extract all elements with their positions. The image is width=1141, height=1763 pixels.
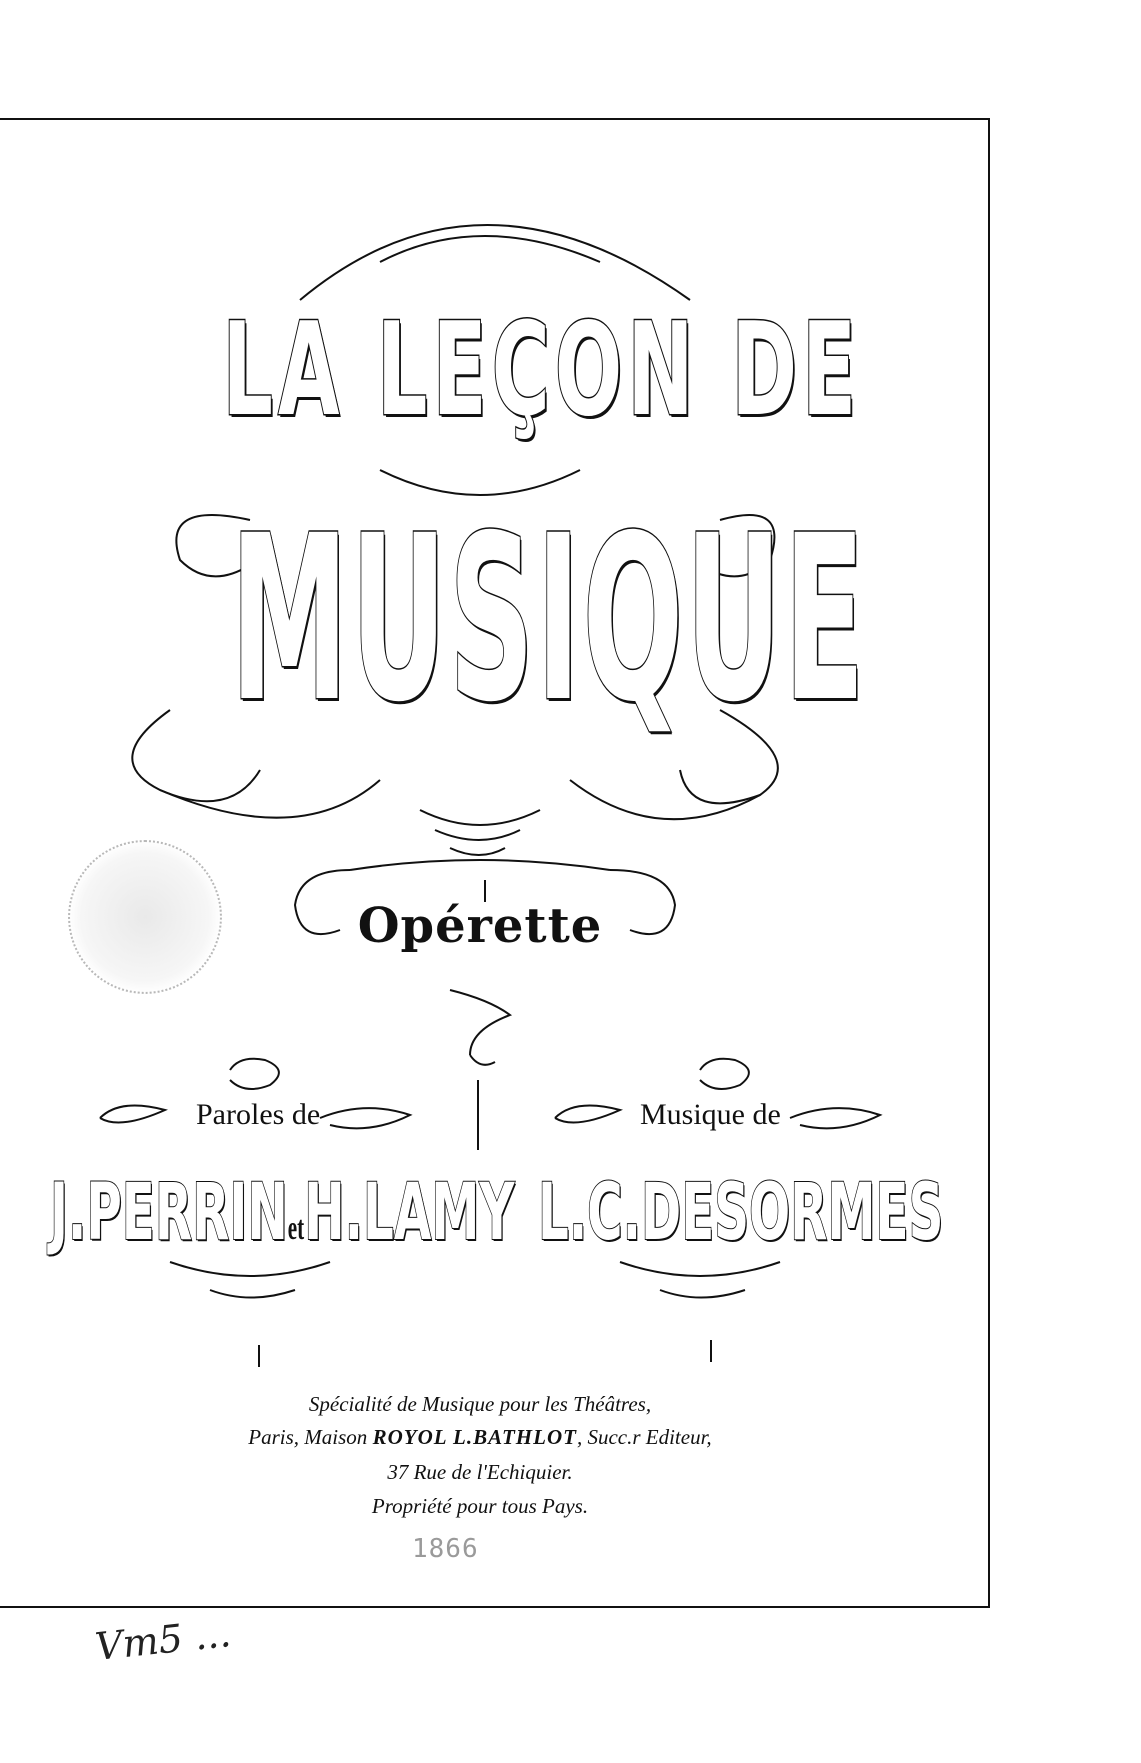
- conjunction: et: [287, 1210, 305, 1247]
- publisher-address: 37 Rue de l'Echiquier.: [387, 1460, 573, 1484]
- lyricists-names: [50, 1168, 514, 1258]
- publisher-house: ROYOL L.BATHLOT: [372, 1425, 577, 1449]
- publisher-line-1: Spécialité de Musique pour les Théâtres,: [308, 1392, 652, 1416]
- divider-tick: [477, 1080, 479, 1150]
- title-line-1: LA LEÇON DE: [222, 296, 862, 445]
- music-label: Musique de: [640, 1098, 781, 1131]
- divider-tick: [710, 1340, 712, 1362]
- lyrics-label: Paroles de: [196, 1098, 321, 1131]
- composer-name: L.C.DESORMES: [538, 1168, 944, 1258]
- publisher-role: , Succ.r Editeur,: [576, 1425, 712, 1449]
- divider-tick: [258, 1345, 260, 1367]
- lyricist-1: J.PERRIN: [50, 1168, 288, 1258]
- handwritten-shelfmark: Vm5 ...: [93, 1611, 233, 1669]
- rights-notice: Propriété pour tous Pays.: [371, 1494, 589, 1518]
- publisher-city: Paris, Maison: [248, 1425, 373, 1449]
- catalog-number: 1866: [412, 1534, 479, 1564]
- genre-label: Opérette: [357, 898, 603, 954]
- publisher-line-2: [0, 1421, 960, 1454]
- lyricist-2: H.LAMY: [304, 1168, 515, 1258]
- title-line-2: MUSIQUE: [230, 486, 867, 752]
